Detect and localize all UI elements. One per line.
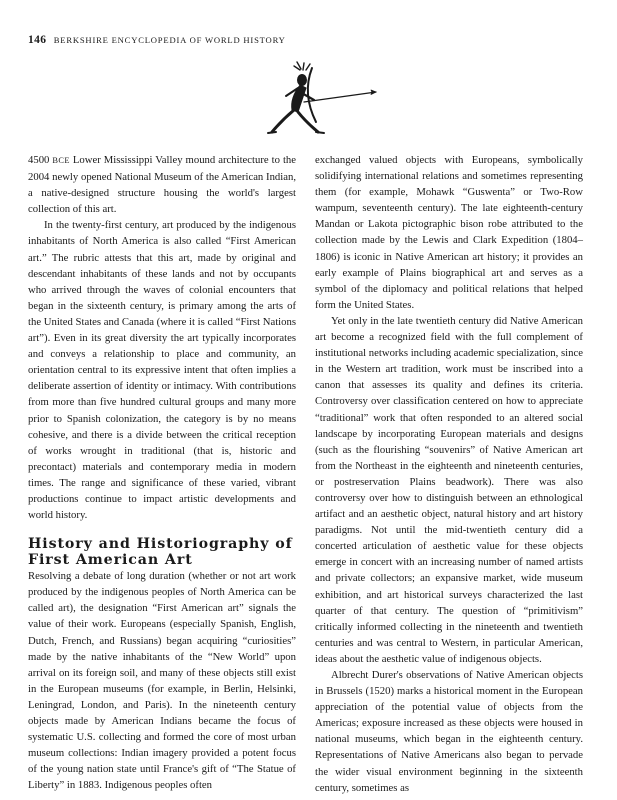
paragraph-text: Lower Mississippi Valley mound architecture to the 2004 newly opened National Museum of the American Indian, a native-designed structure housing the world's largest collection of this art. xyxy=(28,154,297,216)
paragraph: Resolving a debate of long duration (whether or not art work produced by the indigenous peoples of North America can be called art), the designation “First American art” signals the value of their work. Europeans (especially Spanish, English, Dutch, French, and Russians) began acquiring “curiosities” made by the native inhabitants of the “New World” upon arrival on its foreign soil, and many of these objects still exist in the European museums (for example, in Berlin, Helsinki, Leningrad, London, and Paris). In the nineteenth century objects made by American Indians became the focus of systematic U.S. collecting and formed the core of most urban museum collections: Indian imagery provided a potent focus of the young nation state until France's gift of “The Statue of Liberty” in 1883. Indigenous peoples often xyxy=(28,570,296,792)
figure-with-bow-and-arrow-icon xyxy=(260,58,380,138)
running-header xyxy=(28,34,286,46)
right-column xyxy=(315,152,583,796)
paragraph: Albrecht Durer's observations of Native American objects in Brussels (1520) marks a historical moment in the European appreciation of the potential value of objects from the Americas; exposure increased as these objects were housed in national museums, which began in the eighteenth century. Representations of Native Americans also began to pervade the wider visual environment beginning in the sixteenth century, sometimes as xyxy=(315,669,583,794)
paragraph: In the twenty-first century, art produced by the indigenous inhabitants of North America is also called “First American art.” The rubric attests that this art, made by original and descendant inhabitants of these lands and not by occupants who arrived through the waves of colonial encounters that began in the sixteenth century, is primary among the arts of the United States and Canada (where it is called “First Nations art”). Even in its great diversity the art typically incorporates and conveys a relationship to place and community, an orientation central to its expressive intent that often implies a deliberate assertion of identity or intimacy. With contributions from more than five hundred cultural groups and many more prior to Spanish colonization, the category is by no means cohesive, and there is a divide between the critical reception of works wrought in traditional (that is, historic and precontact) materials and contemporary media in modern times. The range and significance of these varied, vibrant productions continue to impact artistic developments and world history. xyxy=(28,219,296,522)
paragraph xyxy=(28,152,296,217)
page-number: 146 xyxy=(28,34,47,46)
paragraph: Yet only in the late twentieth century did Native American art become a recognized field with the full complement of institutional networks including academic specialization, since in the Western art tradition, work must be inscribed into a canon that assesses its quality and defines its criteria. Controversy over classification centered on how to appreciate “traditional” work that often responded to an altered social landscape by incorporating European materials and designs (such as the flourishing “souvenirs” of Native American art from the Northeast in the eighteenth and nineteenth centuries, or postreservation Plains beadwork). There was also controversy over how to distinguish between an ethnological artifact and an aesthetic object, natural history and art history paradigms. Not until the mid-twentieth century did a concerted articulation of aesthetic value for these objects emerge in concert with an increasing number of named artists and private collectors; an expansive market, wide museum exhibition, and art historical surveys characterized the last quarter of that century. The question of “primitivism” critically informed collecting in the nineteenth and twentieth centuries and was central to Western, in particular American, ideas about the aesthetic value of indigenous objects. xyxy=(315,314,583,665)
era-year: 4500 xyxy=(28,154,50,166)
section-heading: History and Historiography of First American Art xyxy=(28,536,293,569)
paragraph: exchanged valued objects with Europeans, symbolically solidifying international relations and sometimes representing them (for example, Mohawk “Guswenta” or Two-Row wampum, seventeenth century). The late eighteenth-century Mandan or Lakota pictographic bison robe attributed to the collection made by the Lewis and Clark Expedition (1804–1806) is iconic in Native American art history; it provides an early example of Plains biographical art and serves as a symbol of the diplomacy and political relations that helped form the United States. xyxy=(315,154,583,311)
left-column xyxy=(28,152,296,793)
running-title: BERKSHIRE ENCYCLOPEDIA OF WORLD HISTORY xyxy=(53,35,286,45)
era-abbreviation: BCE xyxy=(52,156,70,165)
